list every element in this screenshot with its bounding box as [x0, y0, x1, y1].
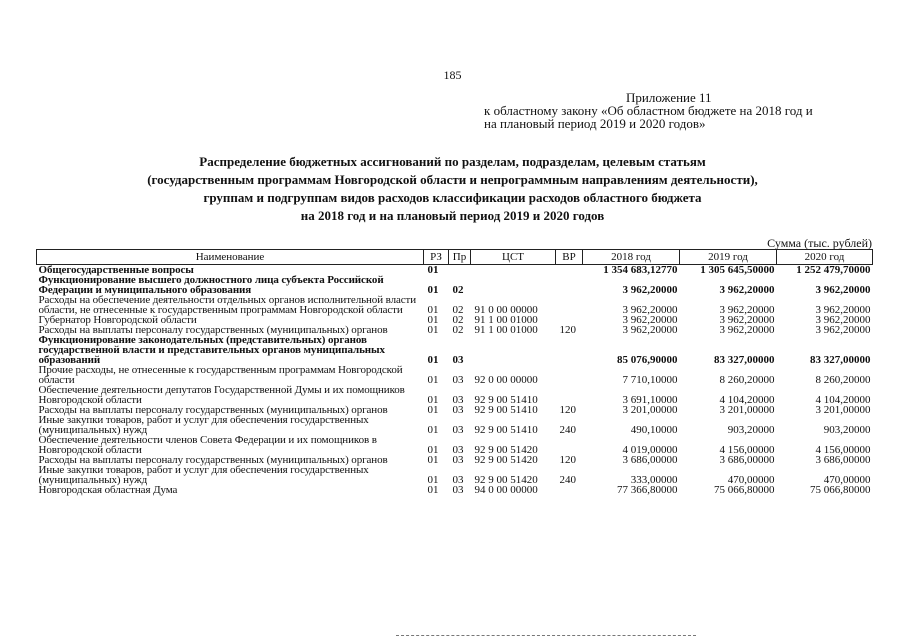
- cell-2018: 3 201,00000: [622, 404, 678, 416]
- cell-vr: [556, 265, 583, 276]
- cell-2019: 3 962,20000: [719, 284, 775, 296]
- cell-vr: 240: [559, 474, 576, 486]
- cell-vr: 120: [559, 454, 576, 466]
- cell-rz: 01: [427, 374, 439, 386]
- appendix-line-1: к областному закону «Об областном бюджете на 2018 год и: [484, 103, 813, 118]
- appendix-header: [484, 91, 884, 130]
- cell-cst: 92 9 00 51410: [474, 394, 538, 406]
- cell-name: Расходы на обеспечение деятельности отдельных органов исполнительной власти области, не отнесенные к государственным программам Новгородской области: [38, 294, 417, 316]
- cell-pr: [449, 265, 471, 276]
- cell-vr: [556, 485, 583, 495]
- table-body: [37, 265, 873, 496]
- cell-name: Иные закупки товаров, работ и услуг для обеспечения государственных (муниципальных) нужд: [38, 414, 369, 436]
- budget-table: [36, 249, 873, 495]
- cell-pr: 03: [452, 474, 464, 486]
- cell-2020: 4 104,20000: [815, 394, 871, 406]
- table-row: [37, 275, 873, 295]
- cell-vr: 120: [559, 404, 576, 416]
- cell-rz: 01: [427, 304, 439, 316]
- cell-name: Расходы на выплаты персоналу государственных (муниципальных) органов: [38, 404, 388, 416]
- cell-rz: 01: [427, 394, 439, 406]
- table-header-row: [37, 250, 873, 265]
- cell-rz: 01: [427, 284, 439, 296]
- cell-2018: 3 686,00000: [622, 454, 678, 466]
- cell-pr: 03: [452, 404, 464, 416]
- cell-2019: 4 104,20000: [719, 394, 775, 406]
- header-2018: 2018 год: [583, 250, 680, 265]
- header-2020: 2020 год: [777, 250, 873, 265]
- header-rz: РЗ: [424, 250, 449, 265]
- cell-2019: 1 305 645,50000: [700, 264, 775, 276]
- cell-2018: 85 076,90000: [617, 354, 678, 366]
- table-row: [37, 365, 873, 385]
- cell-cst: 91 1 00 01000: [474, 324, 538, 336]
- cell-cst: 92 0 00 00000: [474, 374, 538, 386]
- cell-2019: 83 327,00000: [714, 354, 775, 366]
- title-line: Распределение бюджетных ассигнований по разделам, подразделам, целевым статьям: [199, 154, 706, 169]
- cell-cst: 92 9 00 51420: [474, 454, 538, 466]
- cell-vr: [556, 435, 583, 455]
- cell-2019: 75 066,80000: [714, 484, 775, 496]
- cell-2018: 490,10000: [630, 424, 678, 436]
- cell-pr: 02: [452, 304, 464, 316]
- title-line: на 2018 год и на плановый период 2019 и 2020 годов: [300, 208, 605, 223]
- cell-cst: 92 9 00 51420: [474, 474, 538, 486]
- cell-2018: 3 962,20000: [622, 284, 678, 296]
- cell-2019: 4 156,00000: [719, 444, 775, 456]
- cell-pr: 03: [452, 394, 464, 406]
- cell-rz: 01: [427, 264, 439, 276]
- title-line: группам и подгруппам видов расходов классификации расходов областного бюджета: [203, 190, 702, 205]
- cell-2018: 7 710,10000: [622, 374, 678, 386]
- cell-vr: [556, 275, 583, 295]
- cell-name: Общегосударственные вопросы: [38, 264, 194, 276]
- cell-2020: 1 252 479,70000: [796, 264, 871, 276]
- cell-2018: 77 366,80000: [617, 484, 678, 496]
- cell-2019: 3 962,20000: [719, 304, 775, 316]
- cell-vr: [556, 335, 583, 365]
- cell-rz: 01: [427, 324, 439, 336]
- cell-2020: 3 201,00000: [815, 404, 871, 416]
- cell-2018: 3 962,20000: [622, 304, 678, 316]
- cell-cst: [471, 275, 556, 295]
- cell-2020: 83 327,00000: [810, 354, 871, 366]
- cell-cst: 92 9 00 51410: [474, 424, 538, 436]
- cell-2020: 3 962,20000: [815, 284, 871, 296]
- table-row: [37, 485, 873, 495]
- cell-name: Функционирование высшего должностного лица субъекта Российской Федерации и муниципального образования: [38, 274, 384, 296]
- title-line: (государственным программам Новгородской области и непрограммным направлениям деятельности),: [147, 172, 758, 187]
- cell-2018: 3 962,20000: [622, 314, 678, 326]
- cell-name: Иные закупки товаров, работ и услуг для обеспечения государственных (муниципальных) нужд: [38, 464, 369, 486]
- cell-2019: 3 962,20000: [719, 314, 775, 326]
- cell-name: Новгородская областная Дума: [38, 484, 178, 496]
- cell-name: Обеспечение деятельности депутатов Государственной Думы и их помощников Новгородской области: [38, 384, 405, 406]
- cell-name: Прочие расходы, не отнесенные к государственным программам Новгородской области: [38, 364, 403, 386]
- cell-rz: 01: [427, 354, 439, 366]
- header-name: Наименование: [37, 250, 424, 265]
- cell-pr: 02: [452, 284, 464, 296]
- table-row: [37, 295, 873, 315]
- cell-rz: 01: [427, 474, 439, 486]
- cell-2020: 3 962,20000: [815, 314, 871, 326]
- cell-rz: 01: [427, 484, 439, 496]
- header-2019: 2019 год: [680, 250, 777, 265]
- cell-vr: [556, 385, 583, 405]
- appendix-title: Приложение 11: [626, 90, 712, 105]
- table-row: [37, 335, 873, 365]
- cell-pr: 02: [452, 314, 464, 326]
- table-row: [37, 465, 873, 485]
- footer-rule: [396, 635, 696, 636]
- cell-2019: 3 686,00000: [719, 454, 775, 466]
- header-cst: ЦСТ: [471, 250, 556, 265]
- header-pr: Пр: [449, 250, 471, 265]
- cell-2020: 903,20000: [823, 424, 871, 436]
- cell-cst: 91 1 00 01000: [474, 314, 538, 326]
- cell-pr: 03: [452, 454, 464, 466]
- cell-2019: 8 260,20000: [719, 374, 775, 386]
- cell-rz: 01: [427, 454, 439, 466]
- cell-2019: 3 201,00000: [719, 404, 775, 416]
- cell-rz: 01: [427, 424, 439, 436]
- cell-cst: 94 0 00 00000: [474, 484, 538, 496]
- cell-pr: 02: [452, 324, 464, 336]
- cell-2020: 8 260,20000: [815, 374, 871, 386]
- cell-2020: 3 962,20000: [815, 304, 871, 316]
- cell-cst: 91 0 00 00000: [474, 304, 538, 316]
- header-vr: ВР: [556, 250, 583, 265]
- cell-pr: 03: [452, 424, 464, 436]
- document-title: [40, 153, 865, 225]
- cell-2018: 333,00000: [630, 474, 678, 486]
- cell-2019: 903,20000: [727, 424, 775, 436]
- units-label: Сумма (тыс. рублей): [767, 236, 872, 250]
- cell-pr: 03: [452, 484, 464, 496]
- cell-vr: 120: [559, 324, 576, 336]
- cell-vr: [556, 295, 583, 315]
- cell-cst: [471, 335, 556, 365]
- cell-name: Губернатор Новгородской области: [38, 314, 197, 326]
- cell-name: Функционирование законодательных (представительных) органов государственной власти и представительных органов муниципальных образований: [38, 334, 385, 366]
- cell-cst: [471, 265, 556, 276]
- cell-vr: [556, 365, 583, 385]
- cell-pr: 03: [452, 374, 464, 386]
- cell-2018: 3 691,10000: [622, 394, 678, 406]
- table-row: [37, 385, 873, 405]
- cell-name: Обеспечение деятельности членов Совета Федерации и их помощников в Новгородской области: [38, 434, 377, 456]
- cell-rz: 01: [427, 404, 439, 416]
- cell-cst: 92 9 00 51410: [474, 404, 538, 416]
- table-row: [37, 435, 873, 455]
- page-number: 185: [443, 68, 462, 82]
- cell-pr: 03: [452, 354, 464, 366]
- cell-rz: 01: [427, 314, 439, 326]
- cell-2018: 3 962,20000: [622, 324, 678, 336]
- cell-rz: 01: [427, 444, 439, 456]
- cell-name: Расходы на выплаты персоналу государственных (муниципальных) органов: [38, 324, 388, 336]
- cell-cst: 92 9 00 51420: [474, 444, 538, 456]
- cell-2019: 3 962,20000: [719, 324, 775, 336]
- cell-2018: 1 354 683,12770: [603, 264, 678, 276]
- table-row: [37, 415, 873, 435]
- cell-vr: 240: [559, 424, 576, 436]
- cell-name: Расходы на выплаты персоналу государственных (муниципальных) органов: [38, 454, 388, 466]
- cell-2018: 4 019,00000: [622, 444, 678, 456]
- cell-2020: 4 156,00000: [815, 444, 871, 456]
- appendix-line-2: на плановый период 2019 и 2020 годов»: [484, 116, 706, 131]
- cell-2019: 470,00000: [727, 474, 775, 486]
- cell-2020: 75 066,80000: [810, 484, 871, 496]
- cell-pr: 03: [452, 444, 464, 456]
- cell-2020: 3 686,00000: [815, 454, 871, 466]
- cell-2020: 3 962,20000: [815, 324, 871, 336]
- cell-2020: 470,00000: [823, 474, 871, 486]
